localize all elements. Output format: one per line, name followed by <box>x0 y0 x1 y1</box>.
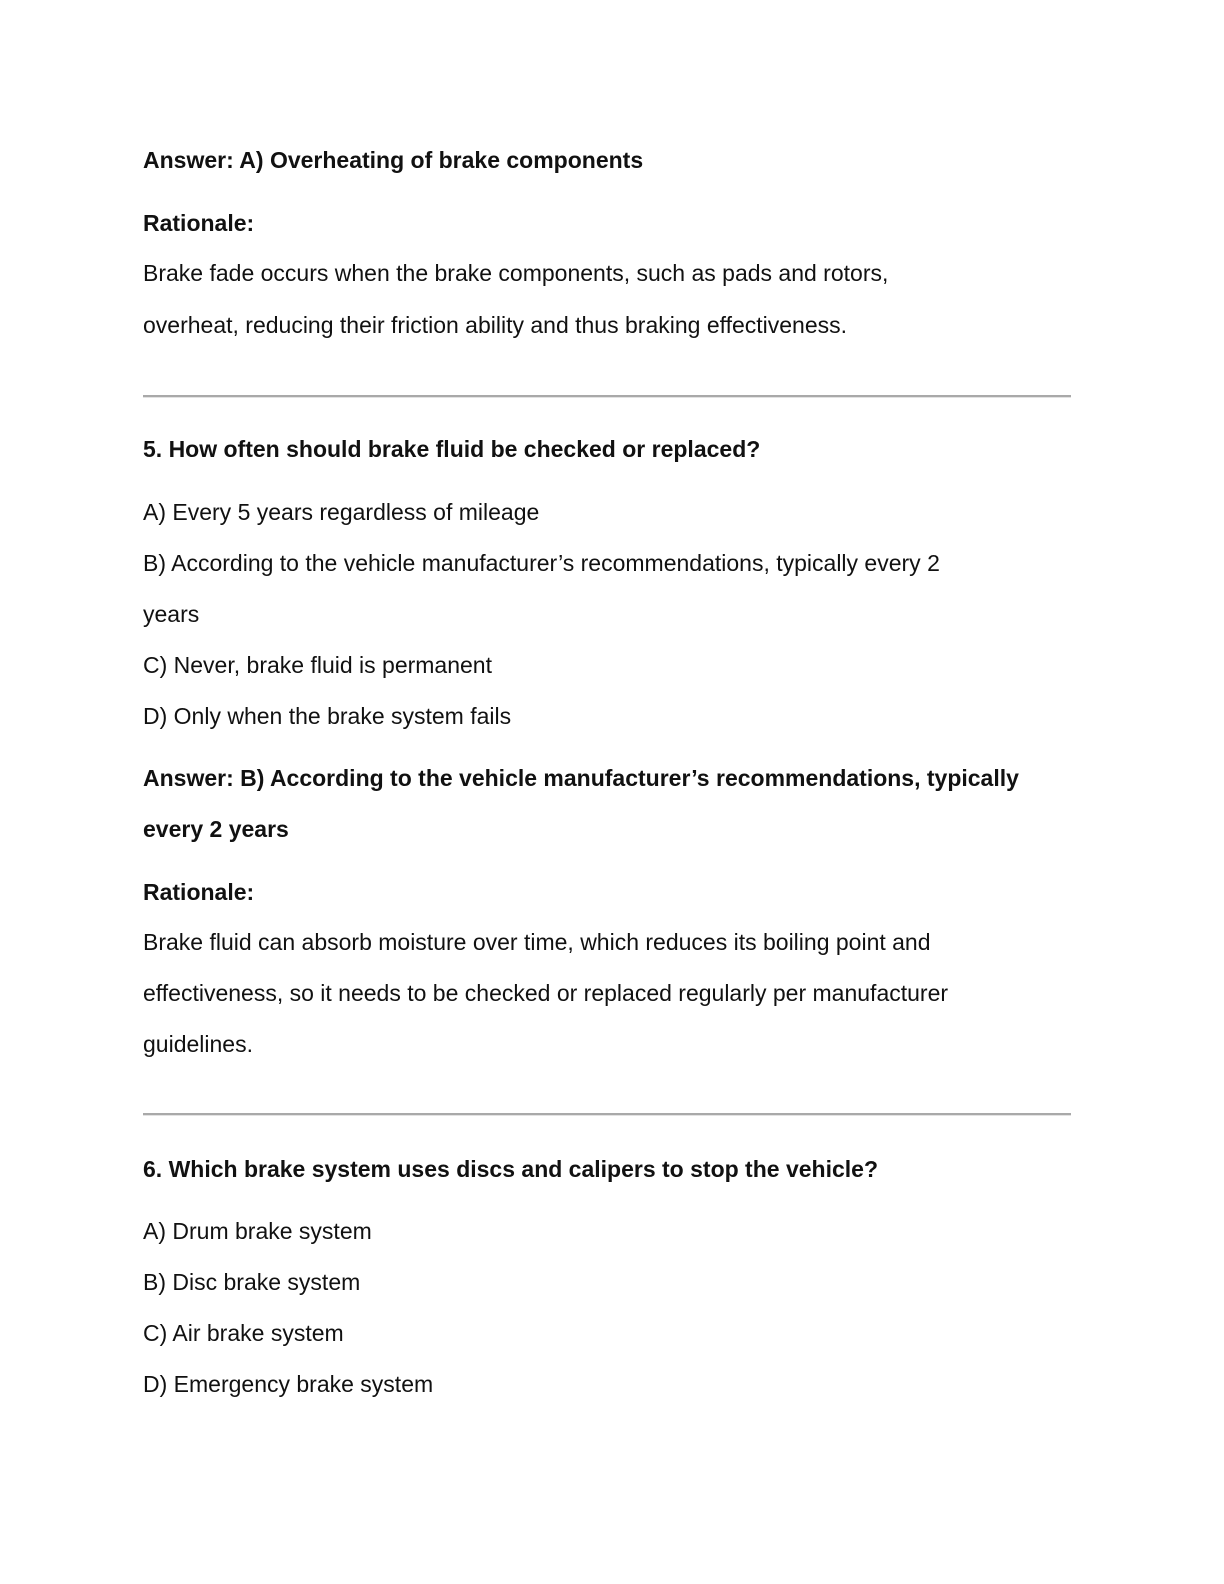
section-divider <box>143 395 1071 397</box>
rationale-text-q5-line1: Brake fluid can absorb moisture over time, which reduces its boiling point and <box>143 929 931 955</box>
section-divider <box>143 1113 1071 1115</box>
question-6-option-c: C) Air brake system <box>143 1320 344 1346</box>
question-5-option-b: B) According to the vehicle manufacturer’s recommendations, typically every 2 <box>143 550 940 576</box>
question-5-option-c: C) Never, brake fluid is permanent <box>143 652 492 678</box>
rationale-text-q4-line2: overheat, reducing their friction ability and thus braking effectiveness. <box>143 312 848 338</box>
answer-q5-line2: every 2 years <box>143 816 289 842</box>
rationale-text-q5-line3: guidelines. <box>143 1031 253 1057</box>
rationale-text-q5-line2: effectiveness, so it needs to be checked or replaced regularly per manufacturer <box>143 980 949 1006</box>
question-5: 5. How often should brake fluid be checked or replaced? <box>143 436 761 462</box>
question-6: 6. Which brake system uses discs and calipers to stop the vehicle? <box>143 1156 878 1182</box>
rationale-heading-q4: Rationale: <box>143 210 255 236</box>
question-6-option-d: D) Emergency brake system <box>143 1371 434 1397</box>
question-5-option-a: A) Every 5 years regardless of mileage <box>143 499 540 525</box>
rationale-text-q4-line1: Brake fade occurs when the brake components, such as pads and rotors, <box>143 260 889 286</box>
question-6-option-b: B) Disc brake system <box>143 1269 361 1295</box>
question-5-option-d: D) Only when the brake system fails <box>143 703 512 729</box>
answer-q5-line1: Answer: B) According to the vehicle manufacturer’s recommendations, typically <box>143 765 1019 791</box>
rationale-heading-q5: Rationale: <box>143 879 255 905</box>
question-6-option-a: A) Drum brake system <box>143 1218 372 1244</box>
question-5-option-b-continued: years <box>143 601 200 627</box>
answer-q4: Answer: A) Overheating of brake components <box>143 147 644 173</box>
